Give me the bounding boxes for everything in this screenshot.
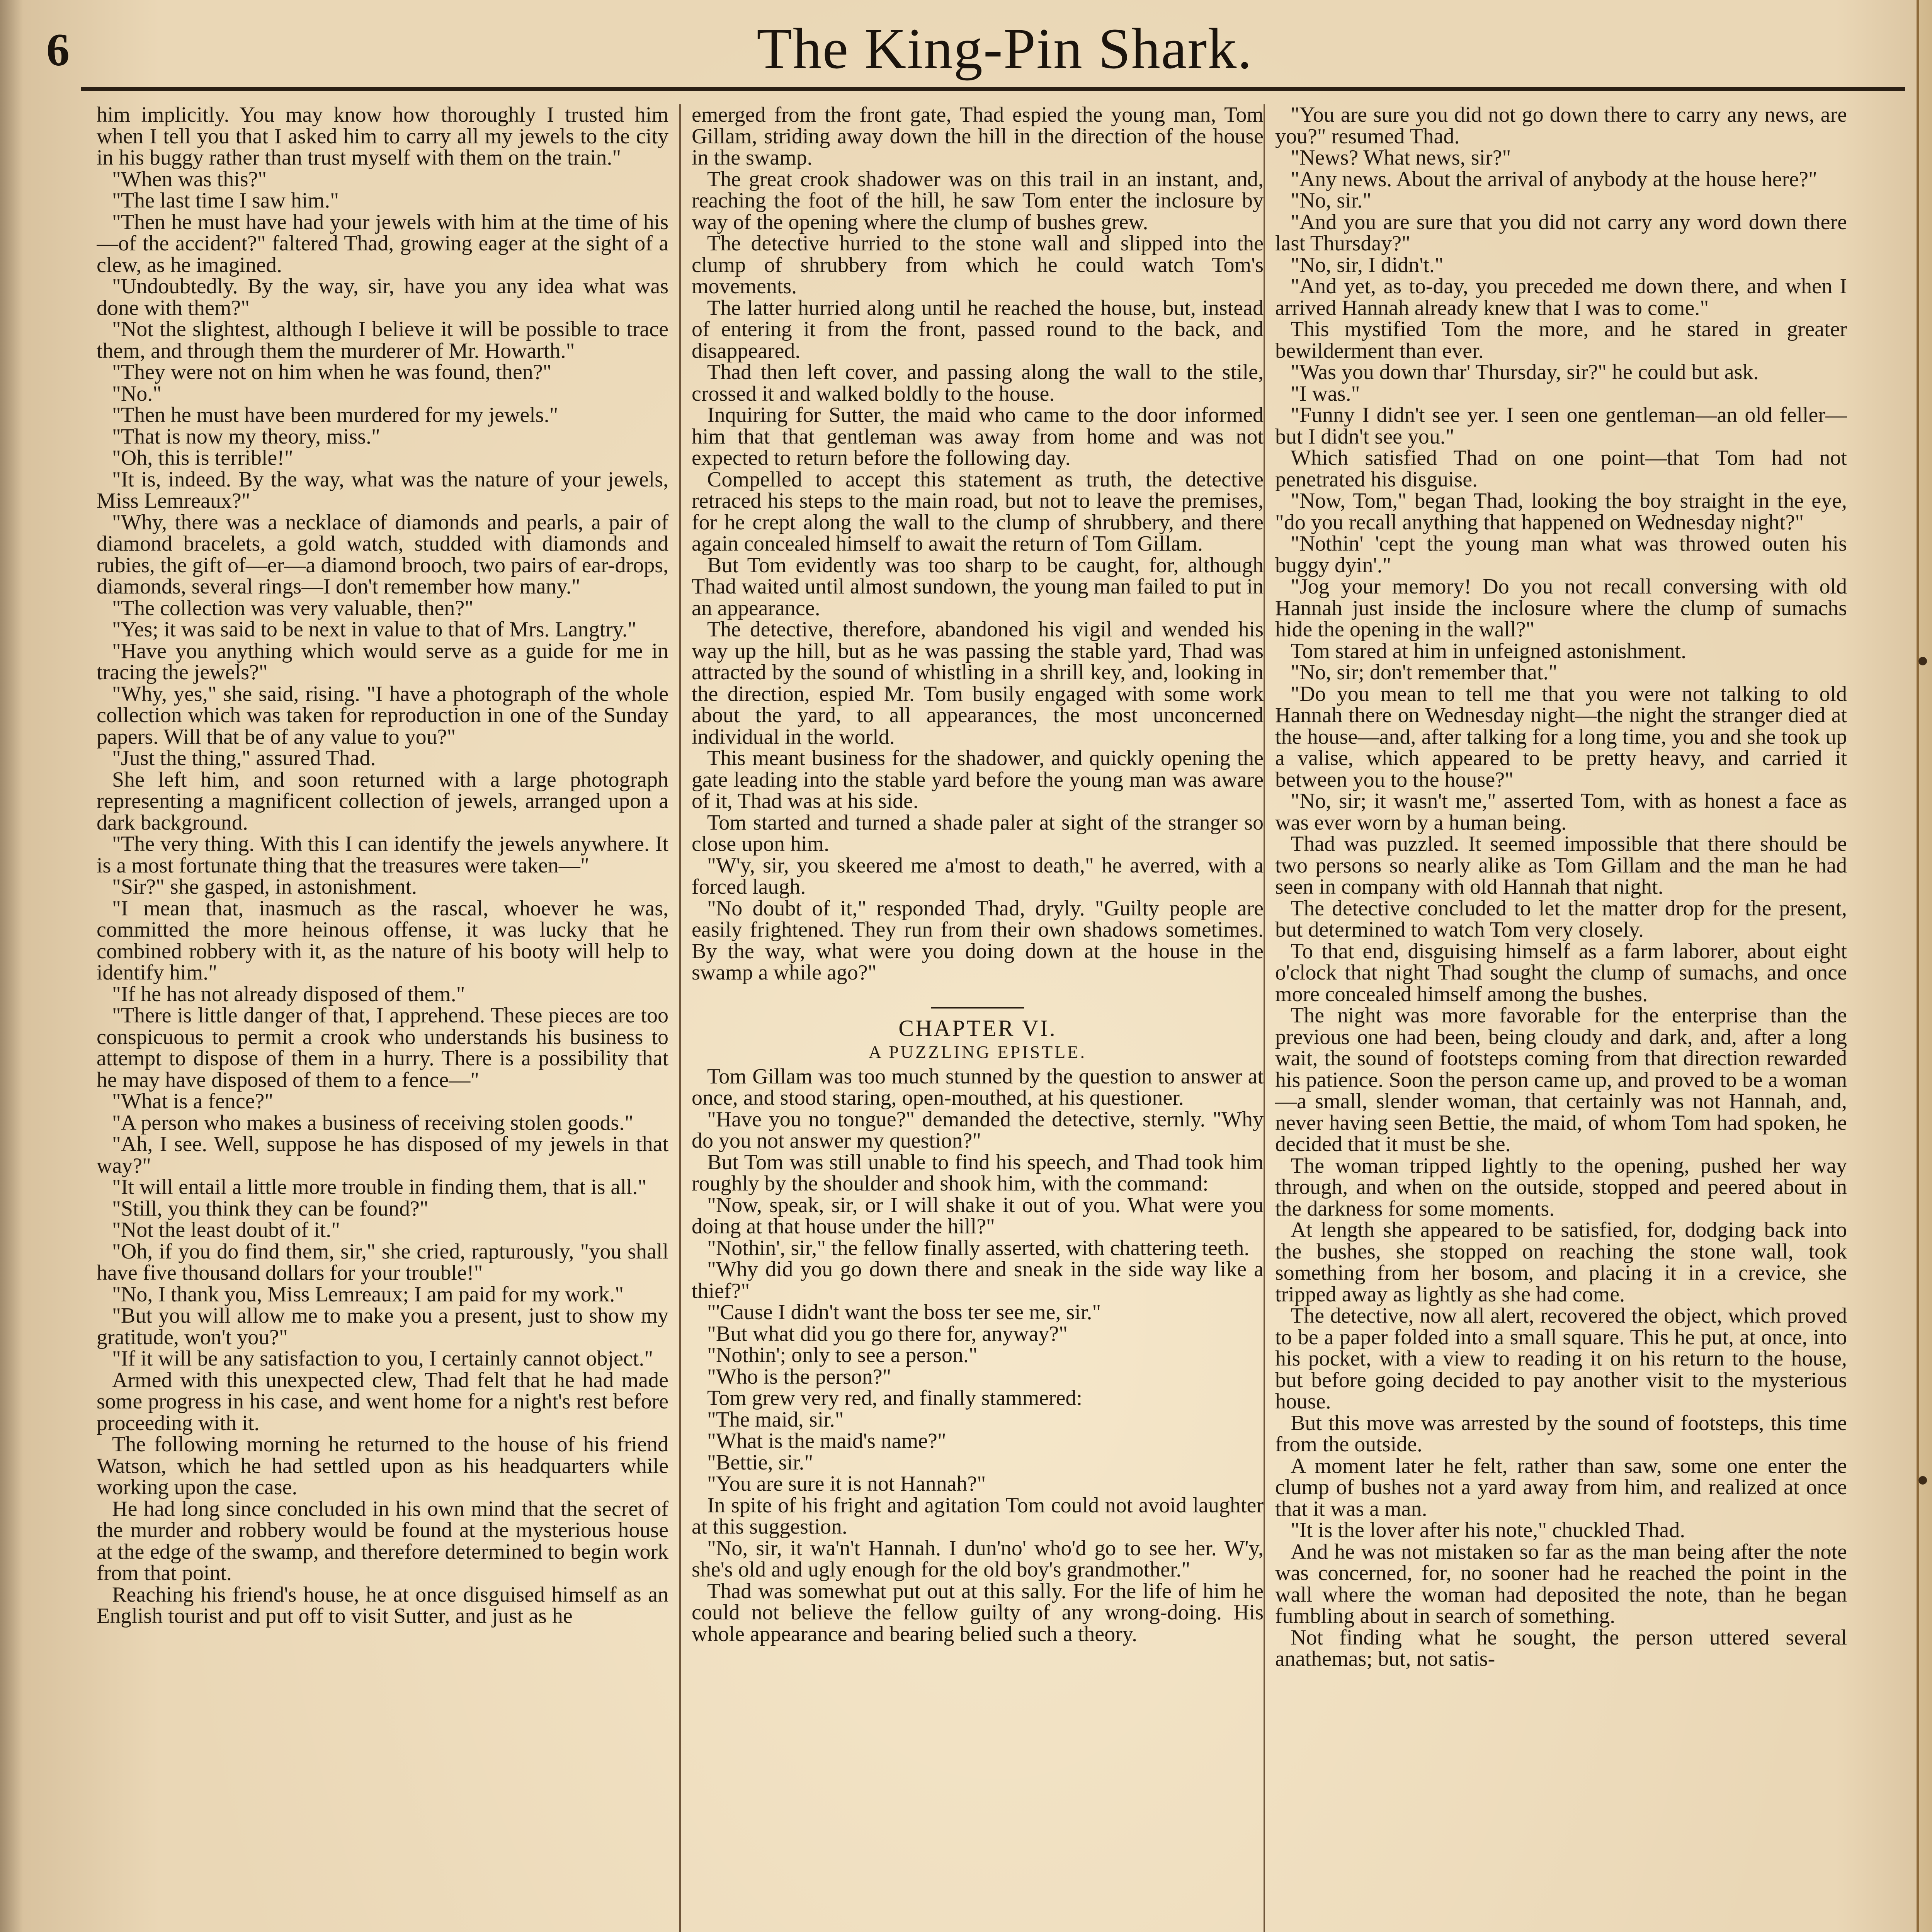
- paragraph: "News? What news, sir?": [1291, 146, 1511, 170]
- paragraph: The detective concluded to let the matter drop for the present, but determined to watch Tom very closely.: [1275, 896, 1847, 942]
- paragraph: A moment later he felt, rather than saw, some one enter the clump of bushes not a yard away from him, and realized at once that it was a man.: [1275, 1454, 1847, 1521]
- paragraph: The detective, now all alert, recovered the object, which proved to be a paper folded into a small square. This he put, at once, into his pocket, with a view to reading it on his return to the house, but before going decided to pay another visit to the mysterious house.: [1275, 1304, 1847, 1413]
- paragraph: She left him, and soon returned with a large photograph representing a magnificent collection of jewels, arranged upon a dark background.: [97, 767, 668, 835]
- paragraph: emerged from the front gate, Thad espied the young man, Tom Gillam, striding away down the hill in the direction of the house in the swamp.: [692, 104, 1264, 170]
- paragraph: The following morning he returned to the house of his friend Watson, which he had settled upon as his headquarters while working upon the case.: [97, 1432, 668, 1499]
- paragraph: "The collection was very valuable, then?": [112, 596, 474, 620]
- paragraph: "The maid, sir.": [707, 1407, 844, 1432]
- paragraph: him implicitly. You may know how thoroughly I trusted him when I tell you that I asked him to carry all my jewels to the city in his buggy rather than trust myself with them on the train.": [97, 104, 668, 170]
- paragraph: But Tom was still unable to find his speech, and Thad took him roughly by the shoulder and shook him, with the command:: [692, 1150, 1264, 1196]
- paragraph: "Jog your memory! Do you not recall conversing with old Hannah just inside the inclosure where the clump of sumachs hide the opening in the wall?": [1275, 575, 1847, 641]
- paragraph: And he was not mistaken so far as the man being after the note was concerned, for, no sooner had he reached the point in the wall where the woman had deposited the note, than he began fumbling about in search of something.: [1275, 1539, 1847, 1628]
- paragraph: "Do you mean to tell me that you were not talking to old Hannah there on Wednesday night—the night the stranger died at the house—and, after talking for a long time, you and she took up a valise, which appeared to be pretty heavy, and carried it between you to the house?": [1275, 682, 1847, 792]
- paragraph: "You are sure you did not go down there to carry any news, are you?" resumed Thad.: [1275, 104, 1847, 148]
- text-column-1: [97, 104, 668, 1932]
- paragraph: The night was more favorable for the enterprise than the previous one had been, being cloudy and dark, and, after a long wait, the sound of footsteps coming from that direction rewarded his patience. Soon the person came up, and proved to be a woman—a small, slender woman, that certainly was not Hannah, and, never having seen Bettie, the maid, of whom Tom had spoken, he decided that it must be she.: [1275, 1003, 1847, 1156]
- paragraph: "Not the least doubt of it.": [112, 1218, 340, 1242]
- chapter-title: CHAPTER VI.: [898, 1015, 1057, 1041]
- paragraph: "You are sure it is not Hannah?": [707, 1472, 986, 1496]
- paragraph: Reaching his friend's house, he at once disguised himself as an English tourist and put off to visit Sutter, and just as he: [97, 1582, 668, 1628]
- paragraph: Armed with this unexpected clew, Thad felt that he had made some progress in his case, and went home for a night's rest before proceeding with it.: [97, 1368, 668, 1435]
- paragraph: "No, sir, it wa'n't Hannah. I dun'no' who'd go to see her. W'y, she's old and ugly enough for the old boy's grandmother.": [692, 1536, 1264, 1582]
- paragraph: "Then he must have had your jewels with him at the time of his—of the accident?" faltered Thad, growing eager at the sight of a clew, as he imagined.: [97, 210, 668, 277]
- paragraph: In spite of his fright and agitation Tom could not avoid laughter at this suggestion.: [692, 1493, 1264, 1539]
- paragraph: "Just the thing," assured Thad.: [112, 746, 376, 770]
- paragraph: "Not the slightest, although I believe it will be possible to trace them, and through them the murderer of Mr. Howarth.": [97, 317, 668, 363]
- paragraph: Tom Gillam was too much stunned by the question to answer at once, and stood staring, open-mouthed, at his questioner.: [692, 1064, 1264, 1110]
- paragraph: But Tom evidently was too sharp to be caught, for, although Thad waited until almost sundown, the young man failed to put in an appearance.: [692, 553, 1264, 620]
- paragraph: "Funny I didn't see yer. I seen one gentleman—an old feller—but I didn't see you.": [1275, 403, 1847, 449]
- paragraph: "What is the maid's name?": [707, 1429, 946, 1453]
- text-column-2: [692, 104, 1264, 1932]
- paragraph: "I was.": [1291, 381, 1360, 406]
- paragraph: "There is little danger of that, I apprehend. These pieces are too conspicuous to permit a crook who understands his business to attempt to dispose of them in a hurry. There is a possibility that he may have disposed of them to a fence—": [97, 1003, 668, 1092]
- chapter-rule: [931, 1007, 1024, 1009]
- paragraph: "It is the lover after his note," chuckled Thad.: [1291, 1518, 1685, 1542]
- paragraph: "They were not on him when he was found, then?": [112, 360, 552, 384]
- paragraph: "Any news. About the arrival of anybody at the house here?": [1291, 167, 1817, 191]
- paragraph: This mystified Tom the more, and he stared in greater bewilderment than ever.: [1275, 317, 1847, 363]
- paragraph: "When was this?": [112, 167, 267, 191]
- paragraph: "Ah, I see. Well, suppose he has disposed of my jewels in that way?": [97, 1132, 668, 1178]
- page-number: 6: [46, 24, 70, 75]
- paragraph: "If he has not already disposed of them.": [112, 982, 465, 1006]
- paragraph: Inquiring for Sutter, the maid who came to the door informed him that that gentleman was away from home and was not expected to return before the following day.: [692, 403, 1264, 470]
- chapter-heading: [692, 1007, 1264, 1063]
- paragraph: "The last time I saw him.": [112, 189, 339, 213]
- paragraph: "Nothin', sir," the fellow finally asserted, with chattering teeth.: [707, 1236, 1250, 1260]
- paragraph: "A person who makes a business of receiving stolen goods.": [112, 1111, 634, 1135]
- paragraph: "Yes; it was said to be next in value to that of Mrs. Langtry.": [112, 617, 636, 641]
- paragraph: But this move was arrested by the sound of footsteps, this time from the outside.: [1275, 1411, 1847, 1456]
- paragraph: "The very thing. With this I can identify the jewels anywhere. It is a most fortunate thing that the treasures were taken—": [97, 832, 668, 878]
- paragraph: Not finding what he sought, the person uttered several anathemas; but, not satis-: [1275, 1625, 1847, 1671]
- paragraph: "Bettie, sir.": [707, 1450, 813, 1475]
- paragraph: "Why did you go down there and sneak in the side way like a thief?": [692, 1257, 1264, 1303]
- paragraph: "'Cause I didn't want the boss ter see me, sir.": [707, 1300, 1101, 1324]
- paragraph: "Was you down thar' Thursday, sir?" he could but ask.: [1291, 360, 1759, 384]
- paragraph: This meant business for the shadower, and quickly opening the gate leading into the stable yard before the young man was aware of it, Thad was at his side.: [692, 746, 1264, 813]
- column-rule: [679, 104, 681, 1932]
- paragraph: "No, sir, I didn't.": [1291, 253, 1444, 277]
- paragraph: "If it will be any satisfaction to you, I certainly cannot object.": [112, 1347, 653, 1371]
- paragraph: "No, I thank you, Miss Lemreaux; I am paid for my work.": [112, 1282, 624, 1306]
- paragraph: "No, sir; it wasn't me," asserted Tom, with as honest a face as was ever worn by a human being.: [1275, 789, 1847, 835]
- paragraph: "I mean that, inasmuch as the rascal, whoever he was, committed the more heinous offense, it was lucky that he combined robbery with it, as the nature of his booty will help to identify him.": [97, 896, 668, 985]
- paragraph: "Oh, this is terrible!": [112, 446, 293, 470]
- text-column-3: [1275, 104, 1847, 1932]
- paragraph: Tom stared at him in unfeigned astonishment.: [1291, 639, 1687, 663]
- paragraph: "But you will allow me to make you a present, just to show my gratitude, won't you?": [97, 1304, 668, 1349]
- paragraph: "Now, Tom," began Thad, looking the boy straight in the eye, "do you recall anything that happened on Wednesday night?": [1275, 489, 1847, 534]
- paragraph: "Sir?" she gasped, in astonishment.: [112, 875, 417, 899]
- paragraph: "That is now my theory, miss.": [112, 424, 380, 449]
- paragraph: The latter hurried along until he reached the house, but, instead of entering it from the front, passed round to the back, and disappeared.: [692, 296, 1264, 363]
- paragraph: "Nothin' 'cept the young man what was throwed outen his buggy dyin'.": [1275, 532, 1847, 577]
- paragraph: "Nothin'; only to see a person.": [707, 1343, 978, 1367]
- paragraph: The great crook shadower was on this trail in an instant, and, reaching the foot of the hill, he saw Tom enter the inclosure by way of the opening where the clump of bushes grew.: [692, 167, 1264, 234]
- paragraph: Thad was puzzled. It seemed impossible that there should be two persons so nearly alike as Tom Gillam and the man he had seen in company with old Hannah that night.: [1275, 832, 1847, 899]
- paragraph: "It will entail a little more trouble in finding them, that is all.": [112, 1175, 647, 1199]
- paragraph: Tom grew very red, and finally stammered:: [707, 1386, 1083, 1410]
- paragraph: At length she appeared to be satisfied, for, dodging back into the bushes, she stopped on reaching the stone wall, took something from her bosom, and placing it in a crevice, she tripped away as lightly as she had come.: [1275, 1218, 1847, 1306]
- paragraph: To that end, disguising himself as a farm laborer, about eight o'clock that night Thad sought the clump of sumachs, and once more concealed himself among the bushes.: [1275, 939, 1847, 1006]
- paragraph: "W'y, sir, you skeered me a'most to death," he averred, with a forced laugh.: [692, 853, 1264, 899]
- paragraph: "It is, indeed. By the way, what was the nature of your jewels, Miss Lemreaux?": [97, 467, 668, 513]
- paragraph: "What is a fence?": [112, 1089, 274, 1113]
- paragraph: "No, sir.": [1291, 189, 1372, 213]
- paragraph: Tom started and turned a shade paler at sight of the stranger so close upon him.: [692, 810, 1264, 856]
- paragraph: "Oh, if you do find them, sir," she cried, rapturously, "you shall have five thousand dollars for your trouble!": [97, 1239, 668, 1285]
- paragraph: Which satisfied Thad on one point—that Tom had not penetrated his disguise.: [1275, 446, 1847, 492]
- chapter-subtitle: A PUZZLING EPISTLE.: [869, 1042, 1087, 1062]
- paragraph: "Now, speak, sir, or I will shake it out of you. What were you doing at that house under the hill?": [692, 1193, 1264, 1238]
- paragraph: "No doubt of it," responded Thad, dryly. "Guilty people are easily frightened. They run from their own shadows sometimes. By the way, what were you doing down at the house in the swamp a while ago?": [692, 896, 1264, 985]
- page-binding-edge: [1917, 0, 1932, 1932]
- column-rule: [1264, 104, 1265, 1932]
- page-gutter-shadow: [0, 0, 23, 1932]
- binding-hole: [1918, 657, 1927, 665]
- paragraph: "Undoubtedly. By the way, sir, have you any idea what was done with them?": [97, 274, 668, 320]
- binding-hole: [1918, 1476, 1927, 1485]
- paragraph: The detective hurried to the stone wall and slipped into the clump of shrubbery from which he could watch Tom's movements.: [692, 231, 1264, 298]
- paragraph: "And yet, as to-day, you preceded me down there, and when I arrived Hannah already knew that I was to come.": [1275, 274, 1847, 320]
- paragraph: "Still, you think they can be found?": [112, 1196, 429, 1221]
- paragraph: "Why, yes," she said, rising. "I have a photograph of the whole collection which was taken for reproduction in one of the Sunday papers. Will that be of any value to you?": [97, 682, 668, 749]
- paragraph: The woman tripped lightly to the opening, pushed her way through, and when on the outside, stopped and peered about in the darkness for some moments.: [1275, 1153, 1847, 1221]
- paragraph: Compelled to accept this statement as truth, the detective retraced his steps to the main road, but not to leave the premises, for he crept along the wall to the clump of shrubbery, and there again concealed himself to await the return of Tom Gillam.: [692, 467, 1264, 556]
- paragraph: He had long since concluded in his own mind that the secret of the murder and robbery would be found at the mysterious house at the edge of the swamp, and therefore determined to begin work from that point.: [97, 1497, 668, 1585]
- paragraph: "Then he must have been murdered for my jewels.": [112, 403, 558, 427]
- paragraph: "And you are sure that you did not carry any word down there last Thursday?": [1275, 210, 1847, 255]
- header-rule: [81, 87, 1905, 91]
- paragraph: "Have you no tongue?" demanded the detective, sternly. "Why do you not answer my question?": [692, 1107, 1264, 1153]
- paragraph: "Have you anything which would serve as a guide for me in tracing the jewels?": [97, 639, 668, 684]
- paragraph: "Why, there was a necklace of diamonds and pearls, a pair of diamond bracelets, a gold watch, studded with diamonds and rubies, the gift of—er—a diamond brooch, two pairs of ear-drops, diamonds, several rings—I don't remember how many.": [97, 510, 668, 599]
- paragraph: Thad was somewhat put out at this sally. For the life of him he could not believe the fellow guilty of any wrong-doing. His whole appearance and bearing belied such a theory.: [692, 1579, 1264, 1646]
- paragraph: "No.": [112, 381, 162, 406]
- running-head-title: The King-Pin Shark.: [757, 17, 1253, 81]
- paragraph: "But what did you go there for, anyway?": [707, 1321, 1068, 1346]
- paragraph: Thad then left cover, and passing along the wall to the stile, crossed it and walked boldly to the house.: [692, 360, 1264, 406]
- paragraph: The detective, therefore, abandoned his vigil and wended his way up the hill, but as he was passing the stable yard, Thad was attracted by the sound of whistling in a shrill key, and, looking in the direction, espied Mr. Tom busily engaged with some work about the yard, to all appearances, the most unconcerned individual in the world.: [692, 617, 1264, 749]
- paragraph: "No, sir; don't remember that.": [1291, 660, 1558, 684]
- paragraph: "Who is the person?": [707, 1364, 891, 1389]
